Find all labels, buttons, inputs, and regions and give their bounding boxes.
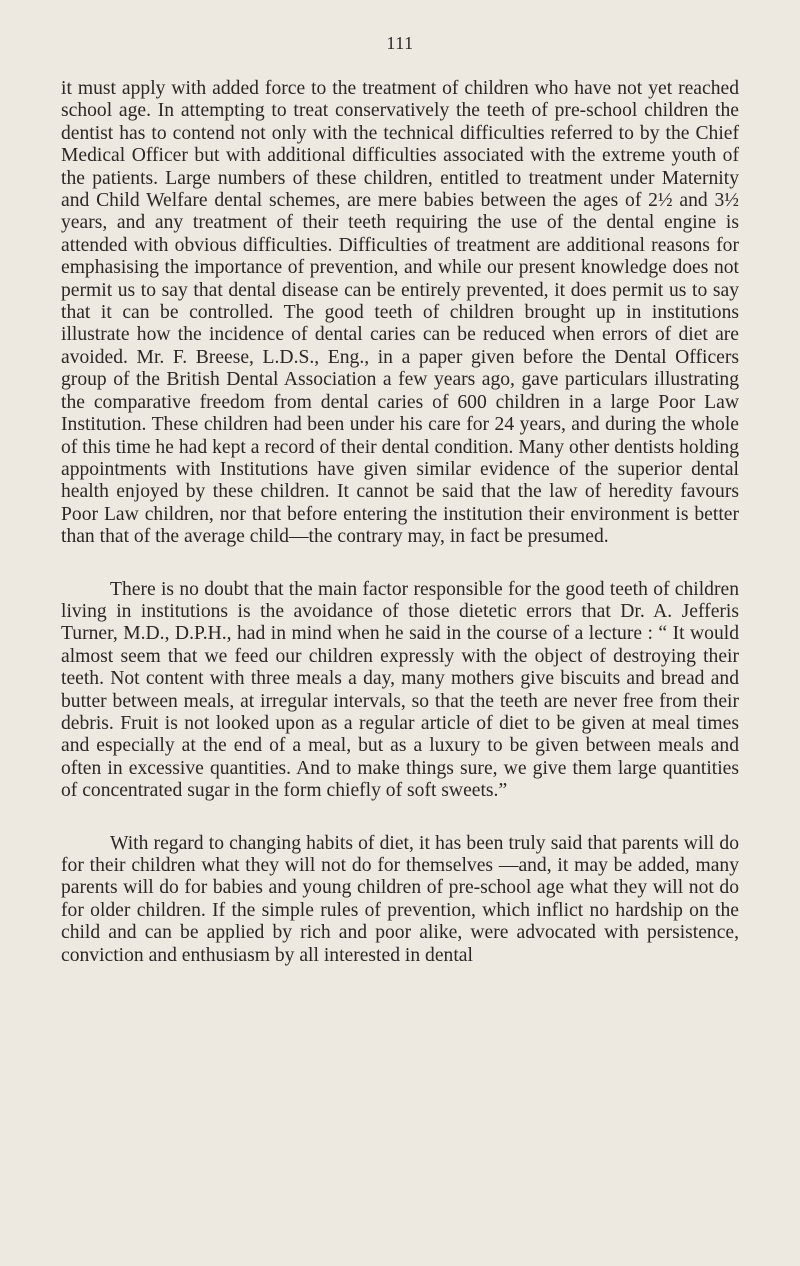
body-text (61, 78, 739, 967)
paragraph-changing-habits: With regard to changing habits of diet, it has been truly said that parents will do for their children what they will not do for themselves —and, it may be added, many parents will do for babies and young children of pre-school age what they will not do for older children. If the simple rules of prevention, which inflict no hardship on the child and can be applied by rich and poor alike, were advocated with persistence, conviction and enthusiasm by all interested in dental (61, 832, 739, 966)
paragraph-institution-diet: There is no doubt that the main factor responsible for the good teeth of children living in institutions is the avoidance of those dietetic errors that Dr. A. Jefferis Turner, M.D., D.P.H., had in mind when he said in the course of a lecture : “ It would almost seem that we feed our children expressly with the object of destroying their teeth. Not content with three meals a day, many mothers give biscuits and bread and butter between meals, at irregular intervals, so that the teeth are never free from their debris. Fruit is not looked upon as a regular article of diet to be given at meal times and especially at the end of a meal, but as a luxury to be given between meals and often in excessive quantities. And to make things sure, we give them large quantities of concentrated sugar in the form chiefly of soft sweets.” (61, 578, 739, 802)
page-number: 111 (386, 33, 414, 53)
paragraph-continuation: it must apply with added force to the treatment of children who have not yet reached school age. In attempting to treat conservatively the teeth of pre-school children the dentist has to contend not only with the technical difficulties referred to by the Chief Medical Officer but with additional difficulties associated with the extreme youth of the patients. Large numbers of these children, entitled to treatment under Maternity and Child Welfare dental schemes, are mere babies between the ages of 2½ and 3½ years, and any treatment of their teeth requiring the use of the dental engine is attended with obvious difficulties. Difficulties of treatment are additional reasons for emphasising the importance of prevention, and while our present knowledge does not permit us to say that dental disease can be entirely prevented, it does permit us to say that it can be controlled. The good teeth of children brought up in institutions illustrate how the incidence of dental caries can be reduced when errors of diet are avoided. Mr. F. Breese, L.D.S., Eng., in a paper given before the Dental Officers group of the British Dental Association a few years ago, gave particulars illustrating the comparative freedom from dental caries of 600 children in a large Poor Law Institution. These children had been under his care for 24 years, and during the whole of this time he had kept a record of their dental condition. Many other dentists holding appointments with Institutions have given similar evidence of the superior dental health enjoyed by these children. It cannot be said that the law of heredity favours Poor Law children, nor that before entering the institution their environment is better than that of the average child—the contrary may, in fact be presumed. (61, 78, 739, 548)
